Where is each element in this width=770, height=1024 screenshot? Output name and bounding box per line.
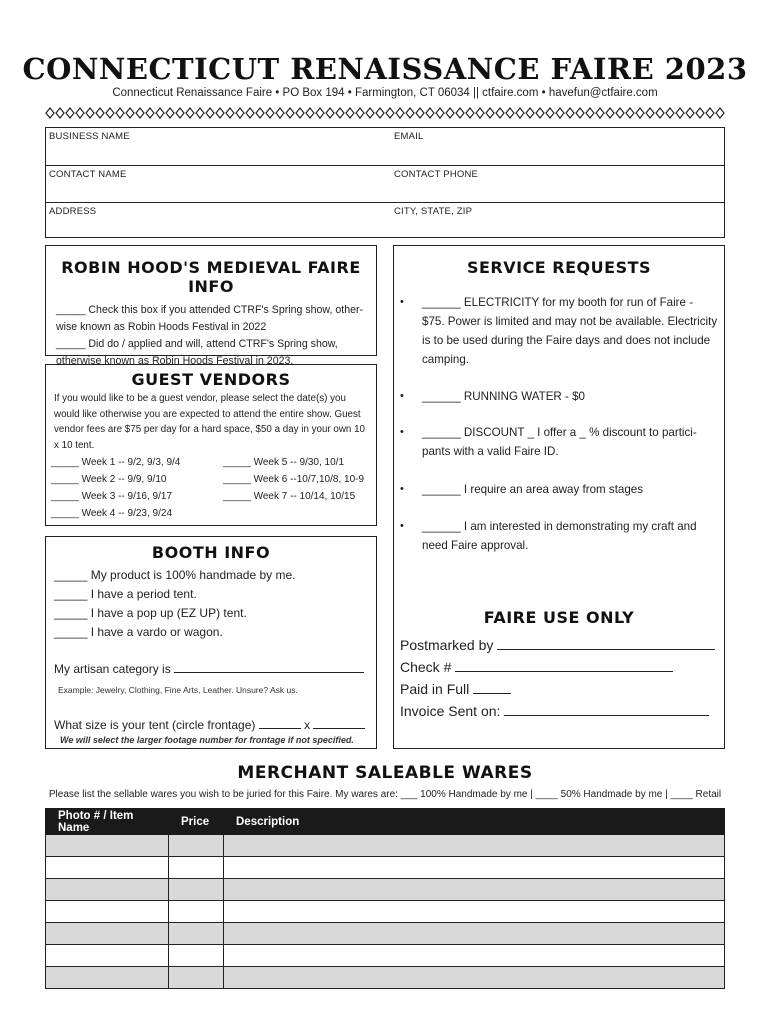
table-row xyxy=(46,857,725,879)
check-number-label: Check # xyxy=(400,659,452,675)
discount-request-text: ______ DISCOUNT _ I offer a _ % discount to partici-pants with a valid Faire ID. xyxy=(422,426,697,458)
item-name-cell[interactable] xyxy=(46,923,169,945)
address-field[interactable]: ADDRESS xyxy=(49,206,97,217)
postmarked-input[interactable] xyxy=(497,638,715,650)
week-7-option[interactable]: _____ Week 7 -- 10/14, 10/15 xyxy=(223,491,356,502)
postmarked-row xyxy=(400,637,715,653)
week-5-option[interactable]: _____ Week 5 -- 9/30, 10/1 xyxy=(223,457,345,468)
bullet-icon: • xyxy=(400,296,404,308)
robin-hood-info-section xyxy=(45,245,377,367)
artisan-example: Example: Jewelry, Clothing, Fine Arts, Leather. Unsure? Ask us. xyxy=(58,685,298,695)
demonstration-request-text: ______ I am interested in demonstrating my craft and need Faire approval. xyxy=(422,520,697,552)
contact-phone-field[interactable]: CONTACT PHONE xyxy=(394,169,479,180)
period-tent-option[interactable]: _____ I have a period tent. xyxy=(54,587,197,601)
diamond-border-divider xyxy=(45,106,725,120)
price-cell[interactable] xyxy=(169,901,224,923)
invoice-sent-input[interactable] xyxy=(504,704,709,716)
check-number-row xyxy=(400,659,673,675)
column-header-price: Price xyxy=(169,809,224,835)
organization-contact-line: Connecticut Renaissance Faire • PO Box 194 • Farmington, CT 06034 || ctfaire.com • havefun@ctfaire.com xyxy=(112,87,658,99)
description-cell[interactable] xyxy=(224,879,725,901)
running-water-request[interactable] xyxy=(400,387,718,406)
description-cell[interactable] xyxy=(224,857,725,879)
table-row xyxy=(46,945,725,967)
invoice-sent-row xyxy=(400,703,709,719)
description-cell[interactable] xyxy=(224,923,725,945)
price-cell[interactable] xyxy=(169,879,224,901)
price-cell[interactable] xyxy=(169,835,224,857)
description-cell[interactable] xyxy=(224,835,725,857)
postmarked-label: Postmarked by xyxy=(400,637,494,653)
merchant-wares-heading: MERCHANT SALEABLE WARES xyxy=(237,763,533,783)
faire-use-only-section xyxy=(394,596,724,719)
electricity-request-text: ______ ELECTRICITY for my booth for run of Faire - $75. Power is limited and may not be available. Electricity is to be used during the Faire days and does not include camping. xyxy=(422,296,718,366)
guest-vendors-section xyxy=(45,364,377,526)
item-name-cell[interactable] xyxy=(46,835,169,857)
check-number-input[interactable] xyxy=(455,660,673,672)
price-cell[interactable] xyxy=(169,945,224,967)
robin-hood-2022-checkbox-line[interactable]: _____ Check this box if you attended CTRF's Spring show, other-wise known as Robin Hoods Festival in 2022 xyxy=(56,304,364,333)
guest-vendors-intro: If you would like to be a guest vendor, please select the date(s) you would like otherwise you are expected to attend the entire show. Guest vendor fees are $75 per day for a hard space, $50 a day in your own 10 x 10 tent. xyxy=(54,393,365,451)
week-1-option[interactable]: _____ Week 1 -- 9/2, 9/3, 9/4 xyxy=(51,457,181,468)
booth-info-heading: BOOTH INFO xyxy=(151,543,271,562)
tent-size-row xyxy=(54,717,365,732)
bullet-icon: • xyxy=(400,426,404,438)
item-name-cell[interactable] xyxy=(46,967,169,989)
vardo-wagon-option[interactable]: _____ I have a vardo or wagon. xyxy=(54,625,223,639)
column-header-description: Description xyxy=(224,809,725,835)
paid-in-full-row xyxy=(400,681,511,697)
robin-hood-heading: ROBIN HOOD'S MEDIEVAL FAIRE INFO xyxy=(61,258,361,296)
guest-vendors-heading: GUEST VENDORS xyxy=(131,370,291,389)
week-3-option[interactable]: _____ Week 3 -- 9/16, 9/17 xyxy=(51,491,173,502)
table-header-row xyxy=(46,809,725,835)
page-title: CONNECTICUT RENAISSANCE FAIRE 2023 xyxy=(22,52,748,86)
item-name-cell[interactable] xyxy=(46,879,169,901)
table-row xyxy=(46,901,725,923)
price-cell[interactable] xyxy=(169,967,224,989)
demonstration-request[interactable] xyxy=(400,517,718,555)
merchant-wares-table xyxy=(45,808,725,989)
away-from-stages-request[interactable] xyxy=(400,480,718,499)
item-name-cell[interactable] xyxy=(46,857,169,879)
item-name-cell[interactable] xyxy=(46,901,169,923)
description-cell[interactable] xyxy=(224,945,725,967)
table-row xyxy=(46,835,725,857)
service-requests-section xyxy=(393,245,725,749)
table-row xyxy=(46,879,725,901)
address-row xyxy=(46,202,724,239)
handmade-option[interactable]: _____ My product is 100% handmade by me. xyxy=(54,568,296,582)
week-4-option[interactable]: _____ Week 4 -- 9/23, 9/24 xyxy=(51,508,173,519)
contact-name-field[interactable]: CONTACT NAME xyxy=(49,169,127,180)
merchant-wares-instructions: Please list the sellable wares you wish to be juried for this Faire. My wares are: ___ 100% Handmade by me | ____ 50% Handmade by me | ____ Retail xyxy=(48,789,722,800)
column-header-item-name: Photo # / Item Name xyxy=(46,809,169,835)
tent-size-label: What size is your tent (circle frontage) xyxy=(54,718,256,732)
artisan-category-input[interactable] xyxy=(174,661,364,673)
tent-size-x: x xyxy=(304,718,311,732)
service-requests-heading: SERVICE REQUESTS xyxy=(466,258,652,277)
discount-request[interactable] xyxy=(400,423,718,461)
contact-row xyxy=(46,165,724,202)
week-6-option[interactable]: _____ Week 6 --10/7,10/8, 10-9 xyxy=(223,474,365,485)
table-row xyxy=(46,923,725,945)
description-cell[interactable] xyxy=(224,901,725,923)
tent-width-input[interactable] xyxy=(259,717,301,729)
table-row xyxy=(46,967,725,989)
city-state-zip-field[interactable]: CITY, STATE, ZIP xyxy=(394,206,473,217)
robin-hood-2023-checkbox-line[interactable]: _____ Did do / applied and will, attend CTRF's Spring show, otherwise known as Robin Hoods Festival in 2023. xyxy=(56,338,338,367)
tent-depth-input[interactable] xyxy=(313,717,365,729)
price-cell[interactable] xyxy=(169,923,224,945)
email-field[interactable]: EMAIL xyxy=(394,131,424,142)
description-cell[interactable] xyxy=(224,967,725,989)
item-name-cell[interactable] xyxy=(46,945,169,967)
tent-frontage-note: We will select the larger footage number for frontage if not specified. xyxy=(60,735,354,745)
away-from-stages-text: ______ I require an area away from stages xyxy=(422,483,644,496)
bullet-icon: • xyxy=(400,483,404,495)
business-row xyxy=(46,128,724,165)
price-cell[interactable] xyxy=(169,857,224,879)
paid-in-full-label: Paid in Full xyxy=(400,681,470,697)
booth-info-section xyxy=(45,536,377,749)
pop-up-tent-option[interactable]: _____ I have a pop up (EZ UP) tent. xyxy=(54,606,247,620)
paid-in-full-input[interactable] xyxy=(473,682,511,694)
bullet-icon: • xyxy=(400,390,404,402)
running-water-request-text: ______ RUNNING WATER - $0 xyxy=(422,390,586,403)
contact-info-grid xyxy=(45,127,725,238)
business-name-field[interactable]: BUSINESS NAME xyxy=(49,131,130,142)
artisan-category-label: My artisan category is xyxy=(54,662,171,676)
week-2-option[interactable]: _____ Week 2 -- 9/9, 9/10 xyxy=(51,474,167,485)
artisan-category-row xyxy=(54,661,364,676)
invoice-sent-label: Invoice Sent on: xyxy=(400,703,501,719)
faire-use-only-heading: FAIRE USE ONLY xyxy=(483,608,635,627)
bullet-icon: • xyxy=(400,520,404,532)
electricity-request[interactable] xyxy=(400,293,718,369)
